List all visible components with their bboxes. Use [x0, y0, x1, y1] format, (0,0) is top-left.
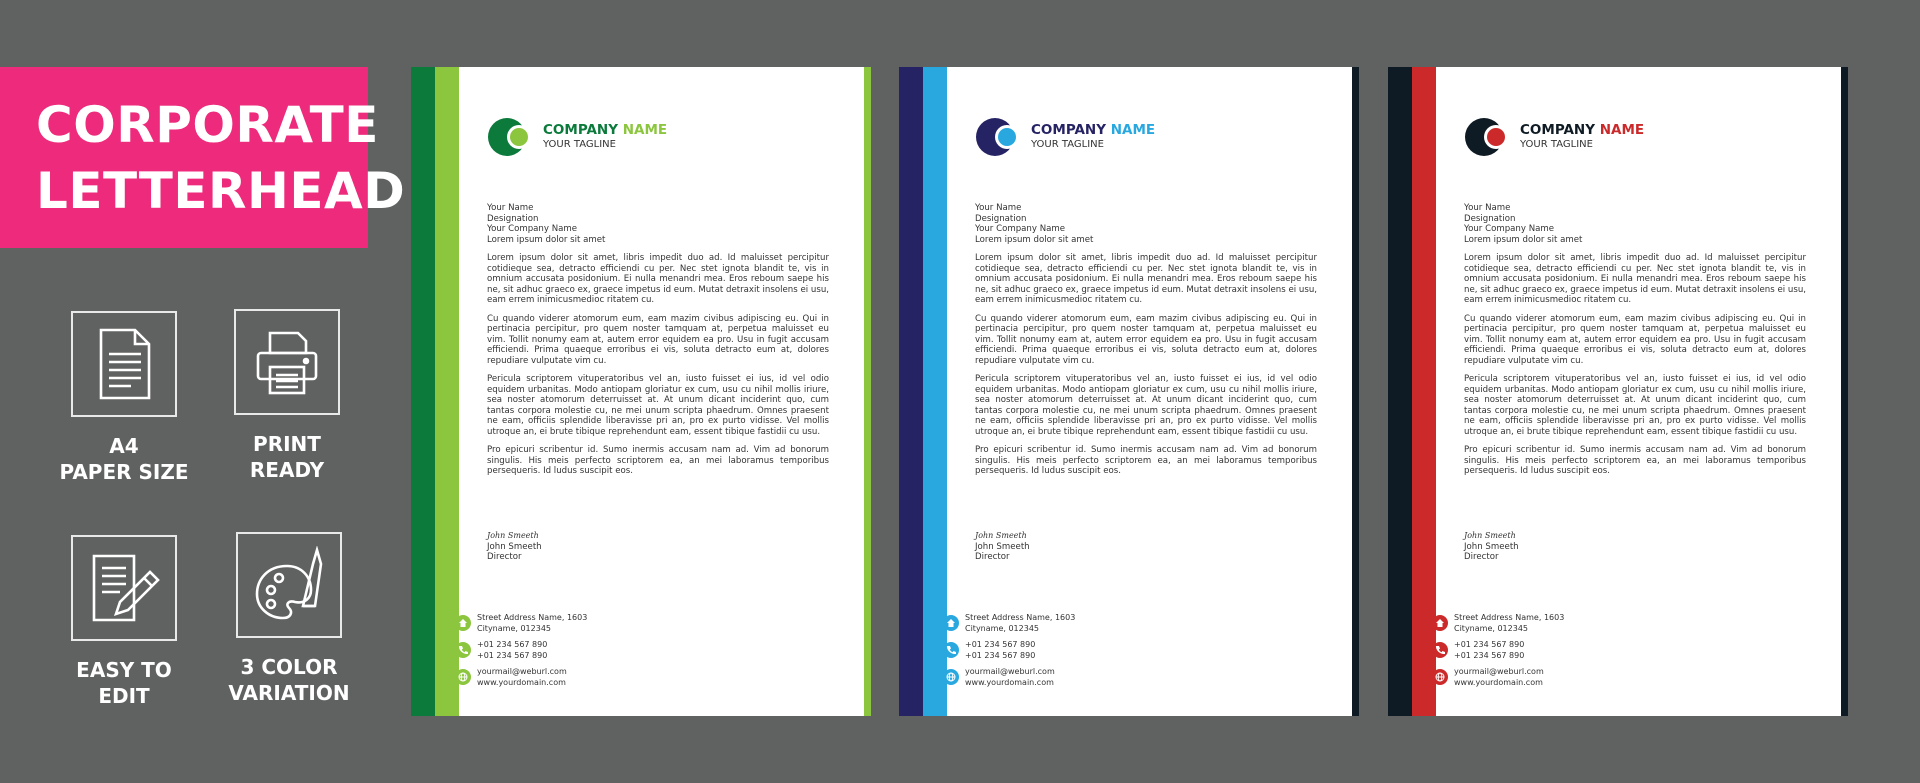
feature-label: EASY TO EDIT	[76, 658, 172, 708]
title-banner	[0, 67, 406, 248]
recipient-line: Designation	[975, 213, 1027, 224]
signature: John Smeeth	[487, 531, 539, 540]
recipient-line: Designation	[1464, 213, 1516, 224]
street-address: Street Address Name, 1603	[477, 613, 588, 622]
body-paragraph: Pro epicuri scribentur id. Sumo inermis accusam nam ad. Vim ad bonorum singulis. His meis perfecto scriptorem ea, an mei laboramus temporibus persequeris. Id ludus suscipit eos.	[1464, 445, 1806, 476]
phone-2: +01 234 567 890	[1454, 651, 1525, 660]
phone-1: +01 234 567 890	[965, 640, 1036, 649]
letter-body	[975, 203, 1317, 485]
address-group	[965, 612, 1075, 634]
street-address: Street Address Name, 1603	[965, 613, 1076, 622]
left-bar-dark	[1388, 67, 1412, 716]
company-logo-icon	[487, 117, 531, 157]
recipient-line: Your Company Name	[1464, 224, 1555, 234]
palette-icon	[236, 532, 342, 638]
company-name-second: NAME	[1599, 122, 1645, 138]
company-name-first: COMPANY	[1031, 122, 1106, 138]
recipient-line: Your Company Name	[975, 224, 1066, 234]
city-address: Cityname, 012345	[965, 624, 1039, 633]
company-name	[543, 122, 667, 138]
right-edge-bar	[1841, 67, 1848, 716]
home-icon	[943, 615, 959, 631]
company-tagline: YOUR TAGLINE	[543, 139, 616, 150]
body-paragraph: Pericula scriptorem vituperatoribus vel an, iusto fuisset ei ius, id vel odio equidem urbanitas. Modo antiopam gloriatur ex cum, usu cu nihil mollis iriure, sea noster atomorum deterruisset at. At unum dicant inciderint quo, cum tantas corpora molestie cu, ne mei unum scripta phaedrum. Omnes praesent ne eam, officiis splendide liberavisse pri an, pro ex purto vidisse. Vel mollis utroque an, ei brute tibique reprehendunt eam, essent tibique fastidii cu usu.	[975, 374, 1317, 437]
letterhead-sheet-blue	[899, 67, 1359, 716]
phone-icon	[1432, 642, 1448, 658]
globe-icon	[1432, 669, 1448, 685]
company-name	[1031, 122, 1155, 138]
feature-label: PRINT READY	[249, 432, 325, 482]
printer-icon	[234, 309, 340, 415]
website: www.yourdomain.com	[477, 678, 566, 687]
letter-body	[487, 203, 829, 485]
left-bar-dark	[411, 67, 435, 716]
body-paragraph: Pro epicuri scribentur id. Sumo inermis accusam nam ad. Vim ad bonorum singulis. His meis perfecto scriptorem ea, an mei laboramus temporibus persequeris. Id ludus suscipit eos.	[487, 445, 829, 476]
globe-icon	[943, 669, 959, 685]
feature-edit	[39, 535, 209, 709]
address-group	[477, 612, 587, 634]
web-group	[965, 666, 1075, 688]
company-name	[1520, 122, 1644, 138]
recipient-line: Lorem ipsum dolor sit amet	[487, 234, 606, 245]
feature-color	[204, 532, 374, 706]
signature-block	[1464, 531, 1519, 563]
phone-icon	[455, 642, 471, 658]
phone-2: +01 234 567 890	[965, 651, 1036, 660]
body-paragraph: Cu quando viderer atomorum eum, eam mazim civibus adipiscing eu. Qui in pertinacia percipitur, pro quem noster tamquam at, perpetua maluisset eu vim. Tollit nonumy eam at, autem error equidem ea pro. Usu in fugit accusam efficiendi. Prima quaeque erroribus ei vis, soluta detracto eum at, dolores repudiare vulputate vim cu.	[1464, 313, 1806, 366]
right-edge-bar	[864, 67, 871, 716]
letterhead-sheet-red	[1388, 67, 1848, 716]
email: yourmail@weburl.com	[1454, 667, 1544, 676]
edit-icon	[71, 535, 177, 641]
city-address: Cityname, 012345	[477, 624, 551, 633]
recipient-line: Designation	[487, 213, 539, 224]
body-paragraph: Pro epicuri scribentur id. Sumo inermis accusam nam ad. Vim ad bonorum singulis. His meis perfecto scriptorem ea, an mei laboramus temporibus persequeris. Id ludus suscipit eos.	[975, 445, 1317, 476]
phone-2: +01 234 567 890	[477, 651, 548, 660]
phone-group	[477, 639, 587, 661]
phone-icon	[943, 642, 959, 658]
address-group	[1454, 612, 1564, 634]
signature: John Smeeth	[975, 531, 1027, 540]
body-paragraph: Pericula scriptorem vituperatoribus vel an, iusto fuisset ei ius, id vel odio equidem urbanitas. Modo antiopam gloriatur ex cum, usu cu nihil mollis iriure, sea noster atomorum deterruisset at. At unum dicant inciderint quo, cum tantas corpora molestie cu, ne mei unum scripta phaedrum. Omnes praesent ne eam, officiis splendide liberavisse pri an, pro ex purto vidisse. Vel mollis utroque an, ei brute tibique reprehendunt eam, essent tibique fastidii cu usu.	[487, 374, 829, 437]
city-address: Cityname, 012345	[1454, 624, 1528, 633]
signer-name: John Smeeth	[1464, 541, 1519, 552]
company-name-second: NAME	[1110, 122, 1156, 138]
signature: John Smeeth	[1464, 531, 1516, 540]
home-icon	[455, 615, 471, 631]
company-tagline: YOUR TAGLINE	[1520, 139, 1593, 150]
signature-block	[487, 531, 542, 563]
signer-title: Director	[975, 552, 1010, 562]
right-edge-bar	[1352, 67, 1359, 716]
feature-a4	[39, 311, 209, 485]
recipient-line: Your Company Name	[487, 224, 578, 234]
signer-name: John Smeeth	[975, 541, 1030, 552]
web-group	[477, 666, 587, 688]
recipient-block	[975, 203, 1317, 245]
company-name-second: NAME	[622, 122, 668, 138]
phone-1: +01 234 567 890	[1454, 640, 1525, 649]
contact-footer	[965, 612, 1075, 693]
document-icon	[71, 311, 177, 417]
signer-name: John Smeeth	[487, 541, 542, 552]
company-logo-icon	[975, 117, 1019, 157]
recipient-block	[487, 203, 829, 245]
body-paragraph: Lorem ipsum dolor sit amet, libris impedit duo ad. Id maluisset percipitur cotidieque sea, detracto efficiendi cu per. Nec stet ignota blandit te, vis in omnium accusata posidonium. Ei nulla menandri mea. Eros reboum saepe his ne, sit adhuc graeco ex, graece impetus id eum. Mutat detraxit insolens ei usu, eam errem inimicusmedioc ritatem cu.	[487, 253, 829, 305]
letterhead-sheet-green	[411, 67, 871, 716]
phone-group	[1454, 639, 1564, 661]
website: www.yourdomain.com	[965, 678, 1054, 687]
recipient-line: Your Name	[1464, 203, 1511, 213]
title-line-2: LETTERHEAD	[36, 161, 406, 220]
letter-body	[1464, 203, 1806, 485]
contact-footer	[1454, 612, 1564, 693]
feature-label: A4 PAPER SIZE	[59, 434, 189, 484]
signer-title: Director	[1464, 552, 1499, 562]
signer-title: Director	[487, 552, 522, 562]
website: www.yourdomain.com	[1454, 678, 1543, 687]
company-logo-icon	[1464, 117, 1508, 157]
recipient-line: Lorem ipsum dolor sit amet	[975, 234, 1094, 245]
feature-label: 3 COLOR VARIATION	[228, 655, 350, 705]
body-paragraph: Cu quando viderer atomorum eum, eam mazim civibus adipiscing eu. Qui in pertinacia percipitur, pro quem noster tamquam at, perpetua maluisset eu vim. Tollit nonumy eam at, autem error equidem ea pro. Usu in fugit accusam efficiendi. Prima quaeque erroribus ei vis, soluta detracto eum at, dolores repudiare vulputate vim cu.	[487, 313, 829, 366]
body-paragraph: Pericula scriptorem vituperatoribus vel an, iusto fuisset ei ius, id vel odio equidem urbanitas. Modo antiopam gloriatur ex cum, usu cu nihil mollis iriure, sea noster atomorum deterruisset at. At unum dicant inciderint quo, cum tantas corpora molestie cu, ne mei unum scripta phaedrum. Omnes praesent ne eam, officiis splendide liberavisse pri an, pro ex purto vidisse. Vel mollis utroque an, ei brute tibique reprehendunt eam, essent tibique fastidii cu usu.	[1464, 374, 1806, 437]
left-bar-dark	[899, 67, 923, 716]
title-line-1: CORPORATE	[36, 95, 379, 154]
web-group	[1454, 666, 1564, 688]
phone-group	[965, 639, 1075, 661]
home-icon	[1432, 615, 1448, 631]
globe-icon	[455, 669, 471, 685]
feature-print	[202, 309, 372, 483]
company-name-first: COMPANY	[543, 122, 618, 138]
company-name-first: COMPANY	[1520, 122, 1595, 138]
email: yourmail@weburl.com	[965, 667, 1055, 676]
recipient-line: Your Name	[975, 203, 1022, 213]
signature-block	[975, 531, 1030, 563]
recipient-line: Your Name	[487, 203, 534, 213]
phone-1: +01 234 567 890	[477, 640, 548, 649]
body-paragraph: Cu quando viderer atomorum eum, eam mazim civibus adipiscing eu. Qui in pertinacia percipitur, pro quem noster tamquam at, perpetua maluisset eu vim. Tollit nonumy eam at, autem error equidem ea pro. Usu in fugit accusam efficiendi. Prima quaeque erroribus ei vis, soluta detracto eum at, dolores repudiare vulputate vim cu.	[975, 313, 1317, 366]
email: yourmail@weburl.com	[477, 667, 567, 676]
contact-footer	[477, 612, 587, 693]
recipient-block	[1464, 203, 1806, 245]
recipient-line: Lorem ipsum dolor sit amet	[1464, 234, 1583, 245]
street-address: Street Address Name, 1603	[1454, 613, 1565, 622]
body-paragraph: Lorem ipsum dolor sit amet, libris impedit duo ad. Id maluisset percipitur cotidieque sea, detracto efficiendi cu per. Nec stet ignota blandit te, vis in omnium accusata posidonium. Ei nulla menandri mea. Eros reboum saepe his ne, sit adhuc graeco ex, graece impetus id eum. Mutat detraxit insolens ei usu, eam errem inimicusmedioc ritatem cu.	[1464, 253, 1806, 305]
body-paragraph: Lorem ipsum dolor sit amet, libris impedit duo ad. Id maluisset percipitur cotidieque sea, detracto efficiendi cu per. Nec stet ignota blandit te, vis in omnium accusata posidonium. Ei nulla menandri mea. Eros reboum saepe his ne, sit adhuc graeco ex, graece impetus id eum. Mutat detraxit insolens ei usu, eam errem inimicusmedioc ritatem cu.	[975, 253, 1317, 305]
company-tagline: YOUR TAGLINE	[1031, 139, 1104, 150]
